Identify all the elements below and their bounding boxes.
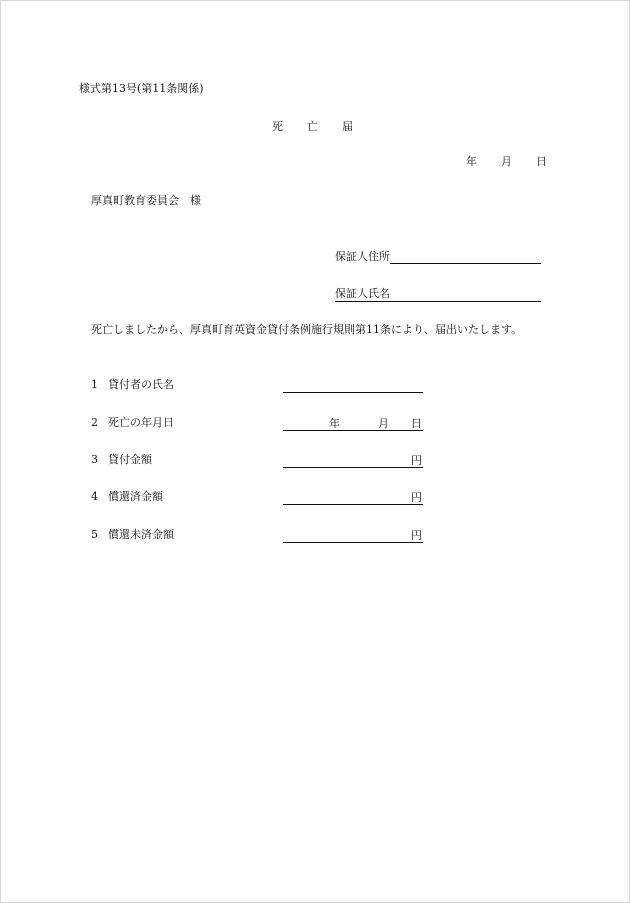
item-label: 償還済金額 [108, 490, 163, 503]
guarantor-address-field[interactable] [390, 251, 541, 264]
title-char-3: 届 [342, 120, 353, 133]
death-month-label: 月 [378, 417, 389, 430]
item-row-date-of-death [91, 416, 174, 430]
form-number: 様式第13号(第11条関係) [79, 82, 204, 95]
date-of-death-field[interactable] [283, 418, 423, 431]
repaid-amount-field[interactable] [283, 492, 423, 505]
item-row-loan-amount [91, 453, 152, 467]
item-number: 2 [91, 416, 98, 429]
submission-date [466, 155, 547, 169]
item-row-borrower-name [91, 378, 174, 392]
item-label: 貸付金額 [108, 453, 152, 466]
date-month-label: 月 [501, 155, 512, 168]
item-row-unpaid-amount [91, 528, 174, 542]
addressee: 厚真町教育委員会 様 [91, 194, 201, 207]
statement-text: 死亡しましたから、厚真町育英資金貸付条例施行規則第11条により、届出いたします。 [91, 323, 523, 336]
item-row-repaid-amount [91, 490, 163, 504]
borrower-name-field[interactable] [283, 380, 423, 393]
guarantor-name-label: 保証人氏名 [335, 287, 390, 300]
death-day-label: 日 [411, 417, 422, 430]
guarantor-address-label: 保証人住所 [335, 250, 390, 263]
item-label: 貸付者の氏名 [108, 378, 174, 391]
item-number: 4 [91, 490, 98, 503]
guarantor-address-row [335, 250, 541, 264]
title-char-2: 亡 [307, 120, 318, 133]
item-number: 3 [91, 453, 98, 466]
guarantor-name-field[interactable] [390, 289, 541, 302]
yen-unit: 円 [411, 529, 422, 542]
item-label: 償還未済金額 [108, 528, 174, 541]
date-day-label: 日 [536, 155, 547, 168]
item-number: 1 [91, 378, 98, 391]
unpaid-amount-field[interactable] [283, 530, 423, 543]
title-char-1: 死 [272, 120, 283, 133]
document-title [272, 120, 353, 134]
item-label: 死亡の年月日 [108, 416, 174, 429]
yen-unit: 円 [411, 454, 422, 467]
yen-unit: 円 [411, 491, 422, 504]
item-number: 5 [91, 528, 98, 541]
guarantor-name-row [335, 287, 541, 302]
loan-amount-field[interactable] [283, 455, 423, 468]
date-year-label: 年 [466, 155, 477, 168]
death-year-label: 年 [329, 417, 340, 430]
